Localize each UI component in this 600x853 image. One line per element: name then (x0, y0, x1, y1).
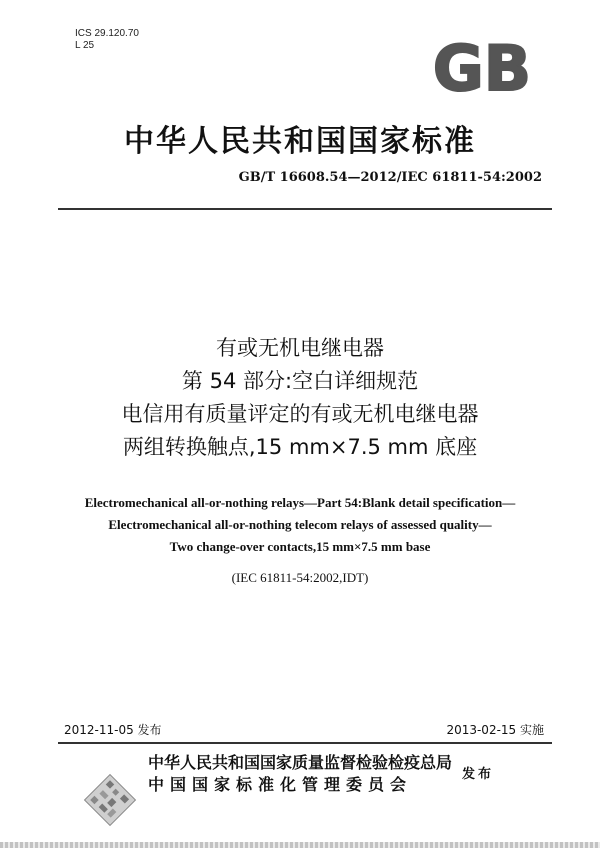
chinese-title-line: 电信用有质量评定的有或无机电继电器 (121, 402, 479, 426)
publishing-authorities (148, 752, 452, 796)
classification-codes (75, 28, 139, 52)
scan-border (0, 842, 600, 848)
english-title-line: Electromechanical all-or-nothing telecom relays of assessed quality— (108, 517, 492, 532)
english-title-line: Electromechanical all-or-nothing relays—Part 54:Blank detail specification— (84, 495, 516, 510)
issue-date: 2012-11-05 发布 (64, 723, 162, 737)
ccs-code: L 25 (75, 40, 95, 51)
equivalence-note: (IEC 61811-54:2002,IDT) (231, 570, 369, 585)
english-title-block (0, 492, 600, 558)
top-divider (58, 208, 552, 210)
publish-label: 发布 (462, 767, 495, 782)
chinese-title-block (0, 332, 600, 464)
publisher-line: 中国国家标准化管理委员会 (148, 775, 413, 794)
standard-number: GB/T 16608.54—2012/IEC 61811-54:2002 (238, 170, 542, 185)
implementation-date: 2013-02-15 实施 (446, 723, 544, 737)
anti-counterfeit-seal-icon (80, 770, 140, 830)
chinese-title-line: 第 54 部分:空白详细规范 (181, 369, 419, 393)
gb-logo-icon (420, 40, 545, 95)
chinese-title-line: 有或无机电继电器 (216, 336, 384, 360)
chinese-title-line: 两组转换触点,15 mm×7.5 mm 底座 (122, 435, 478, 459)
bottom-divider (58, 742, 552, 744)
publisher-line: 中华人民共和国国家质量监督检验检疫总局 (148, 753, 453, 772)
standard-title: 中华人民共和国国家标准 (124, 124, 476, 159)
gb-logo-text: GB (432, 40, 532, 95)
english-title-line: Two change-over contacts,15 mm×7.5 mm base (169, 539, 431, 554)
ics-code: ICS 29.120.70 (75, 28, 139, 39)
